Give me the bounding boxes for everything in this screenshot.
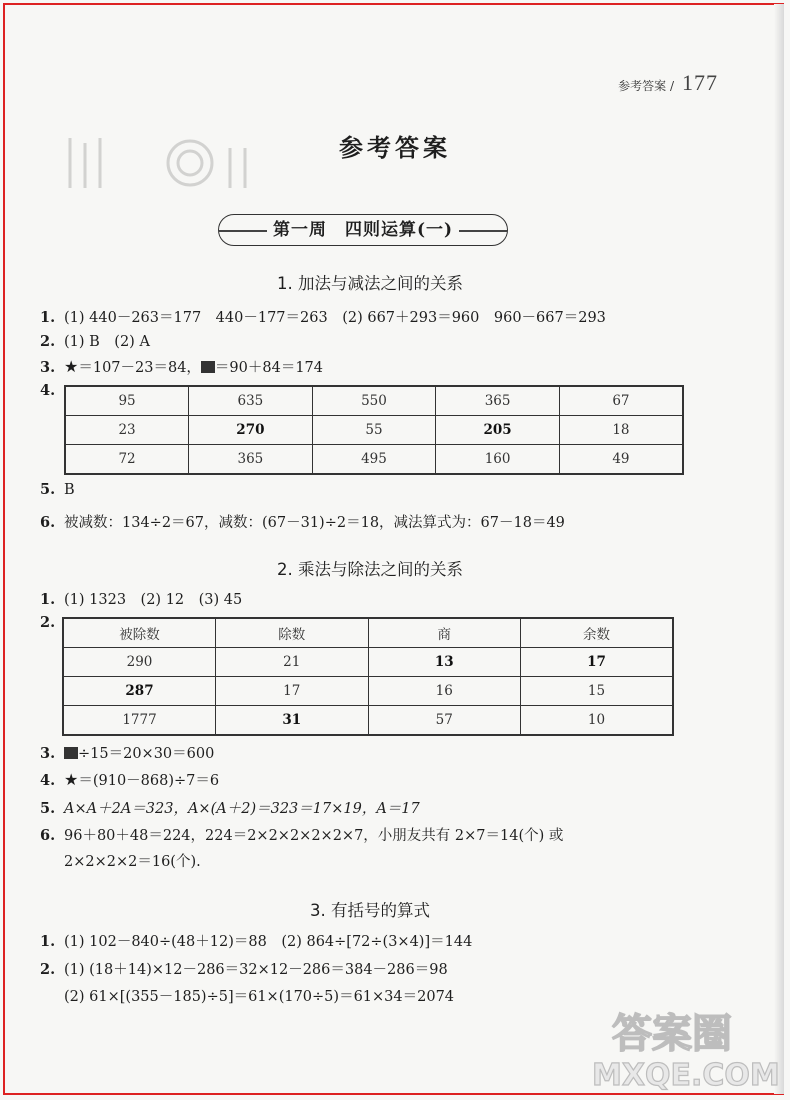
- answer-text: B: [64, 482, 75, 498]
- table-cell: 49: [559, 445, 683, 475]
- table-cell: 95: [65, 386, 189, 416]
- item-number: 1.: [40, 933, 56, 950]
- table-cell: 16: [368, 677, 521, 706]
- star-icon: ★: [64, 357, 79, 376]
- section-1-title: 1. 加法与减法之间的关系: [277, 274, 463, 293]
- table-cell-answer: 13: [368, 648, 521, 677]
- table-cell-answer: 270: [189, 416, 313, 445]
- table-cell-answer: 287: [63, 677, 216, 706]
- table-cell: 160: [436, 445, 560, 475]
- page-header: [618, 70, 718, 96]
- page-title: 参考答案: [339, 133, 451, 162]
- table-cell: 55: [312, 416, 436, 445]
- table-row: [63, 706, 673, 736]
- table-cell: 67: [559, 386, 683, 416]
- s1-answer-2: [40, 330, 150, 351]
- item-number: 6.: [40, 514, 56, 531]
- s3-answer-2: [40, 958, 448, 979]
- square-icon: [201, 361, 215, 373]
- item-number: 2.: [40, 961, 56, 978]
- table-cell: 23: [65, 416, 189, 445]
- table-header-cell: 被除数: [63, 618, 216, 648]
- table-header-cell: 余数: [521, 618, 674, 648]
- answer-text: 被减数：134÷2＝67，减数：(67－31)÷2＝18，减法算式为：67－18＝49: [64, 515, 565, 531]
- table-cell: 57: [368, 706, 521, 736]
- table-header-row: [63, 618, 673, 648]
- item-number: 5.: [40, 481, 56, 498]
- item-number: 5.: [40, 800, 56, 817]
- s2-answer-6: [40, 824, 563, 845]
- answer-text: A×A＋2A＝323，A×(A＋2)＝323＝17×19，A＝17: [64, 801, 420, 817]
- table-cell: 495: [312, 445, 436, 475]
- s1-answer-3: [40, 356, 323, 377]
- table-cell-answer: 205: [436, 416, 560, 445]
- s1-answer-1: [40, 306, 606, 327]
- s3-answer-1: [40, 930, 472, 951]
- chapter-banner: [218, 214, 508, 246]
- s2-answer-2: [40, 614, 64, 631]
- answer-text-a: ＝107－23＝84，: [78, 360, 201, 376]
- table-row: [65, 386, 683, 416]
- table-row: [63, 648, 673, 677]
- watermark-url: MXQE.COM: [592, 1058, 780, 1093]
- table-cell: 72: [65, 445, 189, 475]
- answer-table-1: [64, 385, 684, 475]
- answer-text: 96＋80＋48＝224，224＝2×2×2×2×2×7，小朋友共有 2×7＝14(个) 或: [64, 828, 564, 844]
- s2-answer-3: [40, 742, 214, 763]
- answer-text: (1) 1323 (2) 12 (3) 45: [64, 592, 243, 608]
- s1-answer-4: [40, 382, 64, 399]
- table-cell: 365: [189, 445, 313, 475]
- header-label: 参考答案 /: [618, 79, 674, 93]
- page-edge-shadow: [774, 4, 784, 1094]
- s2-answer-5: [40, 797, 420, 818]
- s1-answer-6: [40, 511, 565, 532]
- answer-text: (1) B (2) A: [64, 334, 150, 350]
- answer-text: (1) 440－263＝177 440－177＝263 (2) 667＋293＝960 960－667＝293: [64, 310, 606, 326]
- table-row: [65, 445, 683, 475]
- answer-table-2: [62, 617, 674, 736]
- table-cell: 550: [312, 386, 436, 416]
- table-cell: 18: [559, 416, 683, 445]
- answer-text-b: ＝90＋84＝174: [214, 360, 323, 376]
- s2-answer-1: [40, 588, 242, 609]
- s3-answer-2-cont: (2) 61×[(355－185)÷5]＝61×(170÷5)＝61×34＝2074: [64, 989, 455, 1005]
- chapter-title: 第一周 四则运算(一): [267, 220, 459, 240]
- item-number: 3.: [40, 745, 56, 762]
- table-cell-answer: 17: [521, 648, 674, 677]
- table-header-cell: 商: [368, 618, 521, 648]
- table-cell: 17: [216, 677, 369, 706]
- watermark-text: 答案圈: [612, 1011, 732, 1057]
- table-header-cell: 除数: [216, 618, 369, 648]
- item-number: 4.: [40, 382, 56, 399]
- table-cell: 290: [63, 648, 216, 677]
- section-2-title: 2. 乘法与除法之间的关系: [277, 560, 463, 579]
- square-icon: [64, 747, 78, 759]
- answer-text: ÷15＝20×30＝600: [78, 746, 215, 762]
- table-cell-answer: 31: [216, 706, 369, 736]
- s2-answer-4: [40, 769, 219, 790]
- star-icon: ★: [64, 770, 79, 789]
- item-number: 1.: [40, 309, 56, 326]
- answer-text: (1) 102－840÷(48＋12)＝88 (2) 864÷[72÷(3×4)]＝144: [64, 934, 473, 950]
- table-row: [65, 416, 683, 445]
- section-3-title: 3. 有括号的算式: [310, 901, 430, 920]
- s2-answer-6-cont: 2×2×2×2＝16(个).: [64, 854, 201, 870]
- s1-answer-5: [40, 481, 75, 498]
- item-number: 3.: [40, 359, 56, 376]
- table-cell: 21: [216, 648, 369, 677]
- item-number: 1.: [40, 591, 56, 608]
- table-cell: 10: [521, 706, 674, 736]
- item-number: 4.: [40, 772, 56, 789]
- page-number: 177: [682, 70, 718, 95]
- answer-text: (1) (18＋14)×12－286＝32×12－286＝384－286＝98: [64, 962, 448, 978]
- table-cell: 365: [436, 386, 560, 416]
- answer-text: ＝(910－868)÷7＝6: [78, 773, 220, 789]
- table-cell: 15: [521, 677, 674, 706]
- table-cell: 635: [189, 386, 313, 416]
- item-number: 2.: [40, 614, 56, 631]
- table-row: [63, 677, 673, 706]
- table-cell: 1777: [63, 706, 216, 736]
- item-number: 6.: [40, 827, 56, 844]
- item-number: 2.: [40, 333, 56, 350]
